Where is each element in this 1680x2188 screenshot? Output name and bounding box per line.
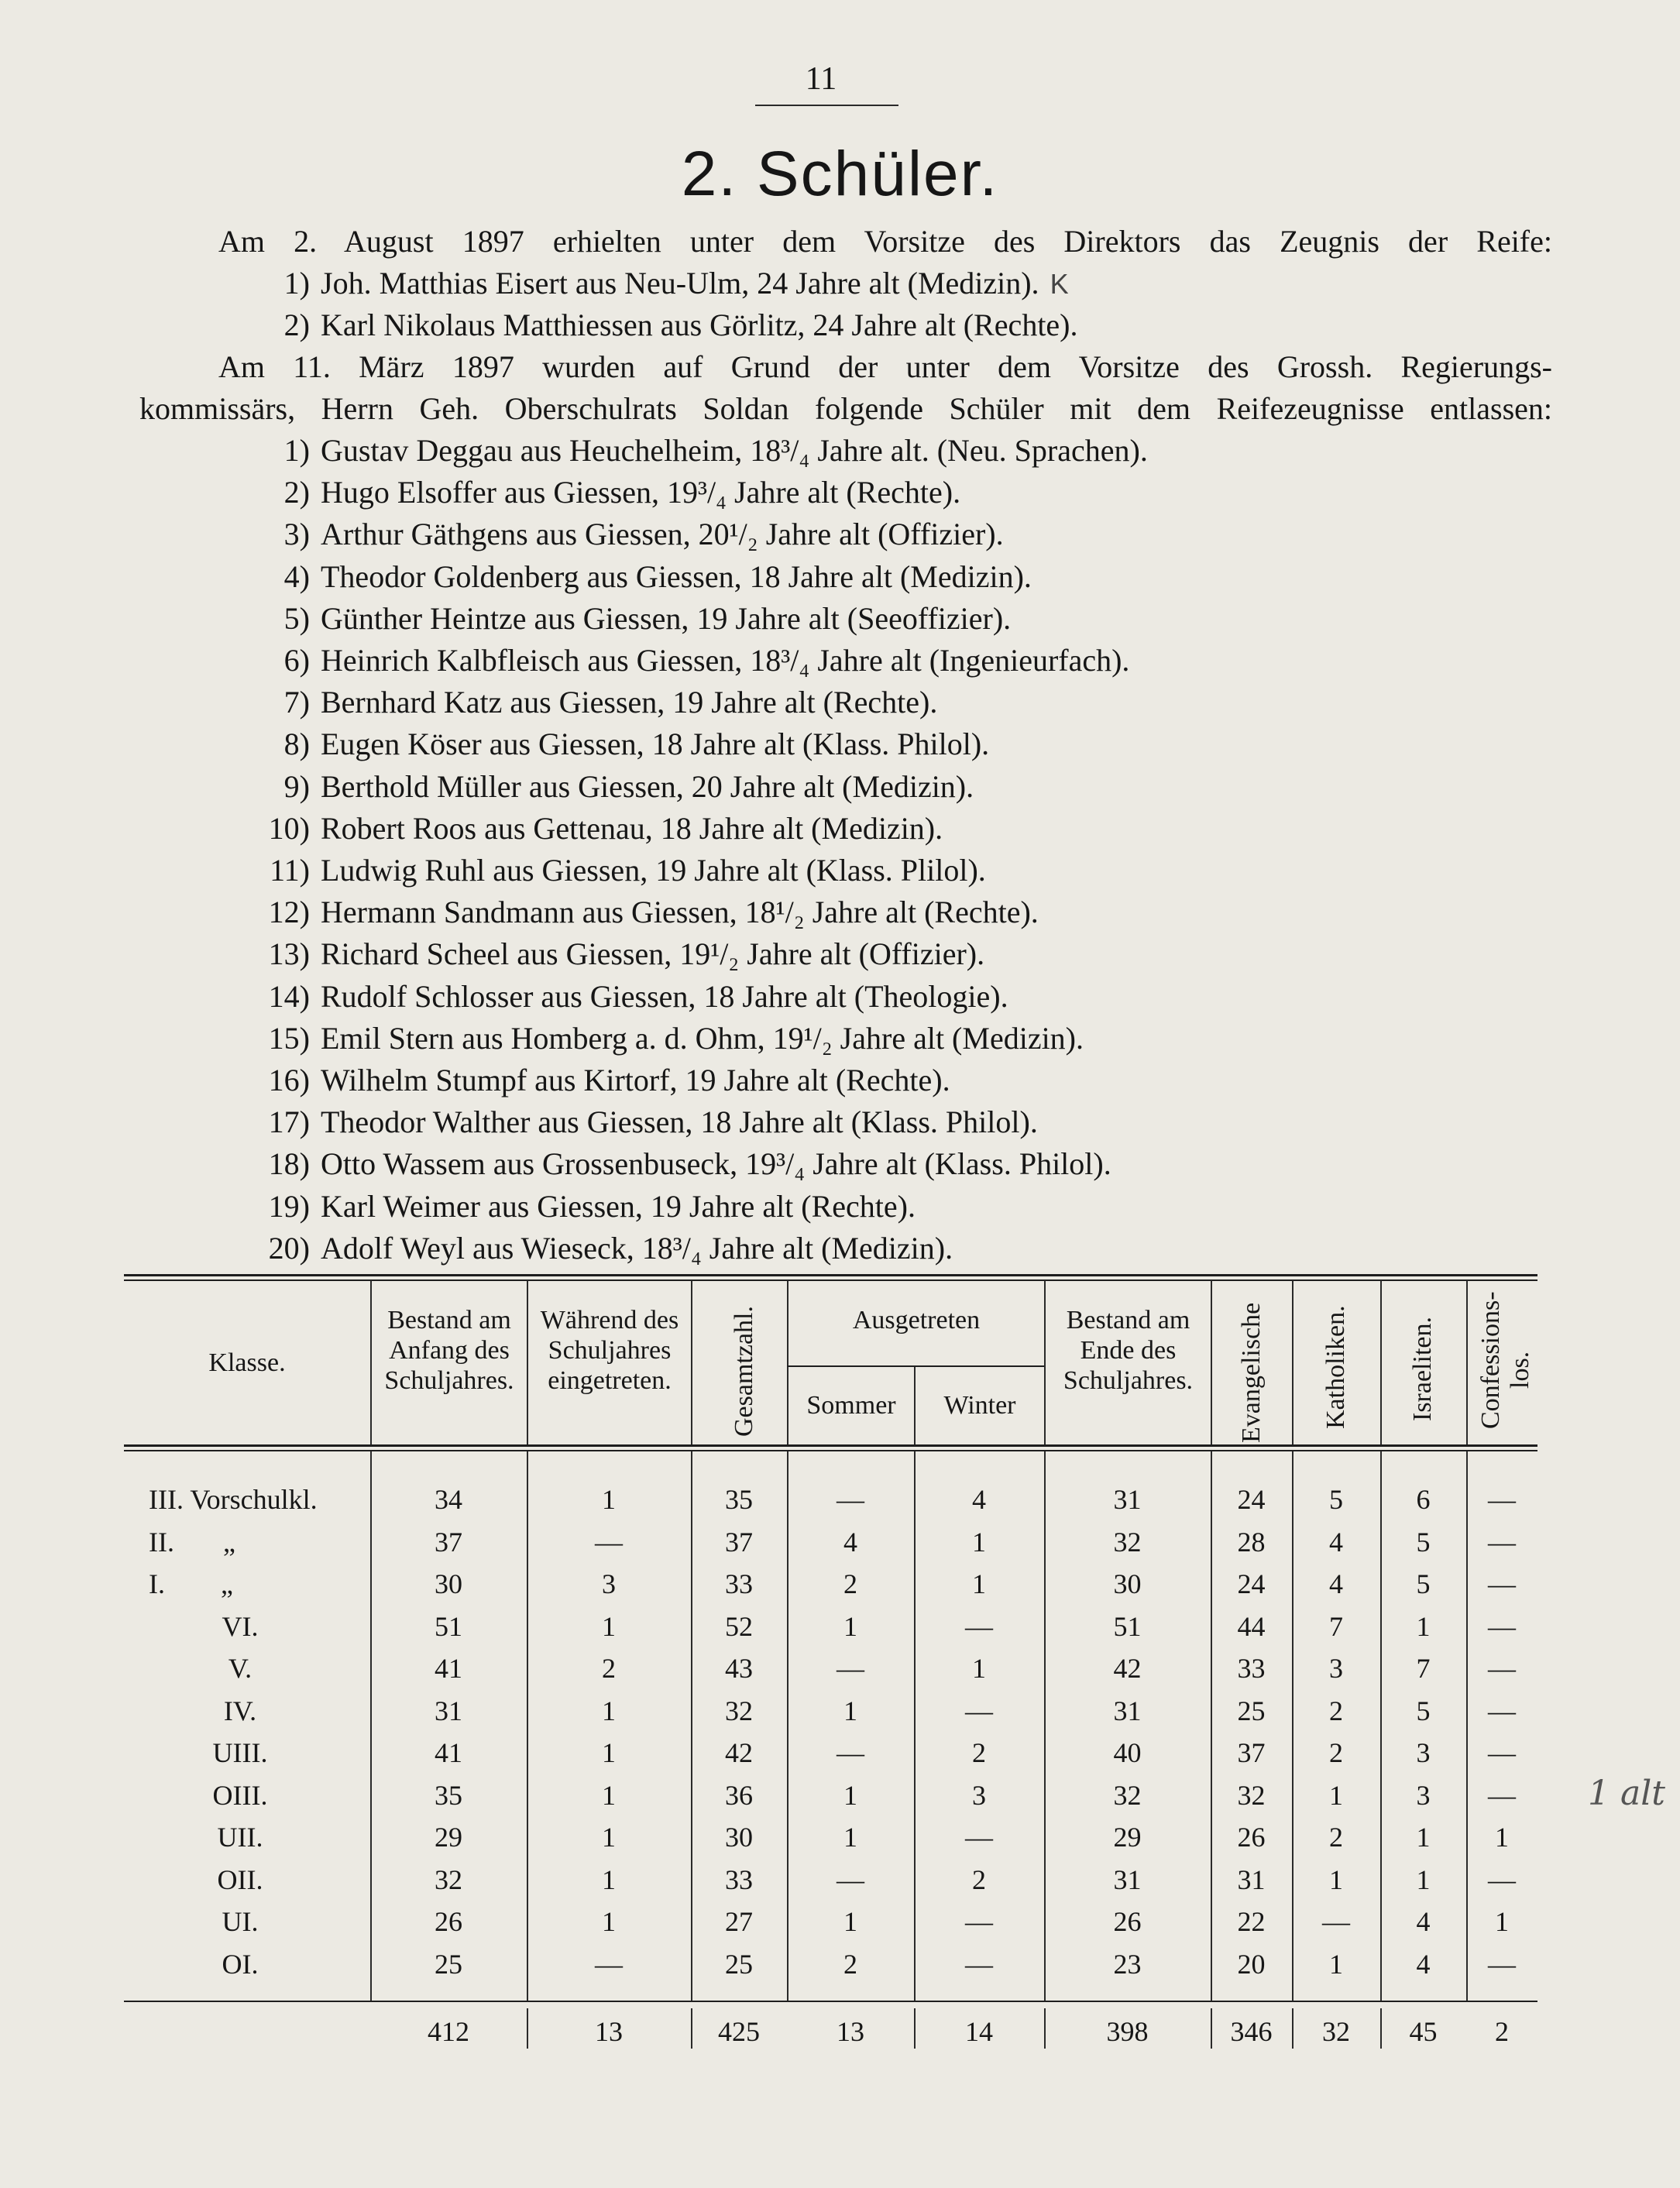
graduate-number: 20)	[268, 1231, 310, 1266]
cell-klasse: II. „	[149, 1527, 235, 1558]
cell-anfang: 41	[435, 1737, 462, 1768]
table-header-rule	[124, 1444, 1537, 1447]
graduate-text: Berthold Müller aus Giessen, 20 Jahre alt (Medizin).	[321, 769, 974, 804]
graduate-number: 1)	[283, 433, 310, 468]
cell-israeliten: 4	[1416, 1906, 1431, 1937]
cell-winter: —	[965, 1949, 993, 1980]
graduate-line	[240, 1146, 1111, 1183]
cell-eingetreten: 1	[602, 1695, 616, 1726]
cell-gesamt: 32	[725, 1695, 753, 1726]
cell-klasse: IV.	[223, 1695, 257, 1726]
cell-gesamt: 25	[725, 1949, 753, 1980]
cell-katholiken: 3	[1329, 1653, 1343, 1684]
table-top-rule	[124, 1274, 1537, 1276]
graduate-text: Arthur Gäthgens aus Giessen, 20¹/₂ Jahre alt (Offizier).	[321, 517, 1004, 551]
graduate-number: 14)	[268, 979, 310, 1014]
cell-winter: 1	[972, 1568, 986, 1599]
graduate-number: 2)	[283, 307, 310, 342]
graduate-number: 2)	[283, 475, 310, 510]
graduate-line	[240, 978, 1008, 1015]
table-row	[124, 1774, 1537, 1817]
cell-evangelische: 28	[1237, 1527, 1266, 1558]
table-top-rule-double	[124, 1279, 1537, 1281]
cell-sommer: 1	[843, 1695, 857, 1726]
cell-sommer: 1	[843, 1780, 857, 1811]
cell-anfang: 37	[435, 1527, 462, 1558]
cell-evangelische: 33	[1237, 1653, 1266, 1684]
cell-eingetreten: 3	[602, 1568, 616, 1599]
cell-ende: 23	[1113, 1949, 1142, 1980]
graduate-text: Joh. Matthias Eisert aus Neu-Ulm, 24 Jahre alt (Medizin).	[321, 266, 1039, 301]
header-sommer: Sommer	[806, 1391, 896, 1420]
total-ende: 398	[1106, 2016, 1149, 2047]
graduate-text: Karl Nikolaus Matthiessen aus Görlitz, 24 Jahre alt (Rechte).	[321, 307, 1078, 342]
cell-confessionslos: —	[1488, 1949, 1516, 1980]
cell-klasse: UII.	[217, 1822, 263, 1853]
cell-winter: —	[965, 1906, 993, 1937]
cell-katholiken: 1	[1329, 1864, 1343, 1895]
graduate-number: 5)	[283, 601, 310, 636]
graduate-line	[240, 600, 1011, 637]
total-katholiken: 32	[1322, 2016, 1350, 2047]
table-row	[124, 1942, 1537, 1986]
graduate-text: Hermann Sandmann aus Giessen, 18¹/₂ Jahre alt (Rechte).	[321, 895, 1039, 929]
cell-confessionslos: —	[1488, 1568, 1516, 1599]
cell-gesamt: 42	[725, 1737, 753, 1768]
graduate-number: 18)	[268, 1146, 310, 1181]
cell-katholiken: —	[1322, 1906, 1350, 1937]
header-bestand-anfang: Bestand am Anfang des Schuljahres.	[384, 1306, 514, 1395]
cell-winter: 2	[972, 1864, 986, 1895]
header-confessionslos: Confessions- los.	[1476, 1291, 1534, 1429]
graduate-number: 1)	[283, 266, 310, 301]
graduate-line	[240, 1104, 1038, 1141]
graduate-text: Otto Wassem aus Grossenbuseck, 19³/₄ Jahre alt (Klass. Philol).	[321, 1146, 1111, 1181]
graduate-text: Adolf Weyl aus Wieseck, 18³/₄ Jahre alt (Medizin).	[321, 1231, 953, 1266]
cell-israeliten: 7	[1416, 1653, 1431, 1684]
table-row	[124, 1858, 1537, 1901]
cell-eingetreten: 1	[602, 1611, 616, 1642]
cell-gesamt: 27	[725, 1906, 753, 1937]
cell-winter: 1	[972, 1527, 986, 1558]
header-evangelische: Evangelische	[1237, 1302, 1266, 1443]
cell-evangelische: 31	[1237, 1864, 1266, 1895]
section-title: 2. Schüler.	[681, 139, 999, 209]
header-bestand-ende: Bestand am Ende des Schuljahres.	[1063, 1306, 1194, 1395]
cell-eingetreten: 1	[602, 1864, 616, 1895]
total-anfang: 412	[428, 2016, 469, 2047]
cell-klasse: OI.	[222, 1949, 259, 1980]
graduate-line	[240, 894, 1039, 931]
cell-confessionslos: —	[1488, 1864, 1516, 1895]
graduate-line	[240, 307, 1078, 344]
cell-anfang: 32	[435, 1864, 462, 1895]
cell-gesamt: 33	[725, 1568, 753, 1599]
student-statistics-table	[124, 1274, 1537, 2047]
header-ausgetreten: Ausgetreten	[852, 1306, 981, 1334]
header-gesamtzahl: Gesamtzahl.	[730, 1306, 758, 1437]
graduate-number: 3)	[283, 517, 310, 551]
graduate-text: Gustav Deggau aus Heuchelheim, 18³/₄ Jahre alt. (Neu. Sprachen).	[321, 433, 1148, 468]
graduate-line	[240, 558, 1032, 596]
cell-sommer: 1	[843, 1906, 857, 1937]
graduate-text: Emil Stern aus Homberg a. d. Ohm, 19¹/₂ Jahre alt (Medizin).	[321, 1021, 1084, 1056]
cell-evangelische: 22	[1237, 1906, 1266, 1937]
cell-ende: 32	[1113, 1527, 1142, 1558]
cell-confessionslos: 1	[1495, 1822, 1509, 1853]
cell-sommer: 1	[843, 1822, 857, 1853]
cell-sommer: —	[837, 1484, 864, 1515]
cell-gesamt: 52	[725, 1611, 753, 1642]
cell-winter: —	[965, 1611, 993, 1642]
cell-sommer: 2	[843, 1568, 857, 1599]
cell-klasse: OII.	[217, 1864, 263, 1895]
cell-ende: 31	[1113, 1864, 1142, 1895]
header-klasse: Klasse.	[208, 1348, 286, 1377]
graduate-line	[240, 684, 937, 721]
cell-ende: 31	[1113, 1484, 1142, 1515]
graduate-text: Richard Scheel aus Giessen, 19¹/₂ Jahre alt (Offizier).	[321, 936, 985, 971]
cell-gesamt: 33	[725, 1864, 753, 1895]
cell-klasse: VI.	[222, 1611, 259, 1642]
cell-klasse: OIII.	[212, 1780, 268, 1811]
cell-confessionslos: 1	[1495, 1906, 1509, 1937]
header-winter: Winter	[943, 1391, 1016, 1420]
graduate-number: 7)	[283, 685, 310, 720]
graduate-line	[240, 852, 986, 889]
graduate-number: 19)	[268, 1189, 310, 1224]
graduate-text: Hugo Elsoffer aus Giessen, 19³/₄ Jahre alt (Rechte).	[321, 475, 961, 510]
graduate-text: Wilhelm Stumpf aus Kirtorf, 19 Jahre alt (Rechte).	[321, 1063, 950, 1097]
graduate-line	[240, 642, 1129, 679]
cell-eingetreten: 1	[602, 1780, 616, 1811]
total-eingetreten: 13	[595, 2016, 623, 2047]
cell-anfang: 35	[435, 1780, 462, 1811]
header-waehrend-eingetreten: Während des Schuljahres eingetreten.	[540, 1306, 679, 1395]
table-row	[124, 1562, 1537, 1606]
cell-anfang: 34	[435, 1484, 462, 1515]
graduate-line	[240, 1188, 916, 1225]
cell-ende: 42	[1113, 1653, 1142, 1684]
paragraph2-intro-line2: kommissärs, Herrn Geh. Oberschulrats Soldan folgende Schüler mit dem Reifezeugnisse entlassen:	[139, 391, 1552, 426]
cell-anfang: 31	[435, 1695, 462, 1726]
graduate-number: 4)	[283, 559, 310, 594]
cell-klasse: V.	[228, 1653, 253, 1684]
cell-israeliten: 1	[1416, 1864, 1431, 1895]
cell-evangelische: 44	[1237, 1611, 1266, 1642]
table-total-row	[124, 2010, 1537, 2053]
cell-eingetreten: —	[595, 1527, 623, 1558]
cell-katholiken: 4	[1329, 1527, 1343, 1558]
graduate-line	[240, 1062, 950, 1099]
cell-israeliten: 5	[1416, 1527, 1431, 1558]
cell-ende: 31	[1113, 1695, 1142, 1726]
table-total-rule	[124, 2001, 1537, 2002]
graduate-text: Heinrich Kalbfleisch aus Giessen, 18³/₄ Jahre alt (Ingenieurfach).	[321, 643, 1130, 678]
table-header-rule-double	[124, 1450, 1537, 1451]
graduate-line	[240, 936, 984, 973]
cell-winter: —	[965, 1822, 993, 1853]
cell-sommer: —	[837, 1737, 864, 1768]
cell-klasse: UIII.	[212, 1737, 268, 1768]
total-gesamt: 425	[718, 2016, 760, 2047]
cell-eingetreten: —	[595, 1949, 623, 1980]
cell-confessionslos: —	[1488, 1653, 1516, 1684]
cell-gesamt: 36	[725, 1780, 753, 1811]
cell-sommer: 4	[843, 1527, 857, 1558]
cell-eingetreten: 1	[602, 1822, 616, 1853]
cell-gesamt: 37	[725, 1527, 753, 1558]
cell-confessionslos: —	[1488, 1527, 1516, 1558]
graduate-number: 12)	[268, 895, 310, 929]
cell-klasse: I. „	[149, 1568, 233, 1599]
graduate-text: Karl Weimer aus Giessen, 19 Jahre alt (Rechte).	[321, 1189, 916, 1224]
graduate-line	[240, 265, 1069, 303]
page-number: 11	[805, 61, 837, 97]
graduate-line	[240, 810, 943, 847]
cell-israeliten: 1	[1416, 1822, 1431, 1853]
graduate-text: Theodor Walther aus Giessen, 18 Jahre alt (Klass. Philol).	[321, 1104, 1038, 1139]
cell-katholiken: 7	[1329, 1611, 1343, 1642]
handwritten-mark: K	[1050, 268, 1069, 300]
graduate-number: 9)	[283, 769, 310, 804]
table-row	[124, 1900, 1537, 1943]
cell-winter: 3	[972, 1780, 986, 1811]
handwritten-margin-note: 1 alt	[1588, 1774, 1665, 1813]
page-number-rule	[755, 105, 898, 106]
total-israeliten: 45	[1409, 2016, 1438, 2047]
cell-gesamt: 43	[725, 1653, 753, 1684]
total-winter: 14	[965, 2016, 993, 2047]
graduate-number: 17)	[268, 1104, 310, 1139]
cell-sommer: 1	[843, 1611, 857, 1642]
cell-confessionslos: —	[1488, 1611, 1516, 1642]
graduate-text: Theodor Goldenberg aus Giessen, 18 Jahre alt (Medizin).	[321, 559, 1032, 594]
table-row	[124, 1731, 1537, 1774]
cell-klasse: III. Vorschulkl.	[149, 1484, 318, 1515]
cell-winter: 2	[972, 1737, 986, 1768]
graduate-number: 13)	[268, 936, 310, 971]
cell-confessionslos: —	[1488, 1484, 1516, 1515]
graduate-line	[240, 1020, 1084, 1057]
graduate-line	[240, 474, 960, 511]
cell-katholiken: 1	[1329, 1949, 1343, 1980]
cell-israeliten: 6	[1416, 1484, 1431, 1515]
cell-confessionslos: —	[1488, 1780, 1516, 1811]
total-confessionslos: 2	[1495, 2016, 1509, 2047]
cell-gesamt: 30	[725, 1822, 753, 1853]
cell-katholiken: 2	[1329, 1737, 1343, 1768]
cell-israeliten: 1	[1416, 1611, 1431, 1642]
header-israeliten: Israeliten.	[1408, 1317, 1437, 1421]
cell-ende: 40	[1113, 1737, 1142, 1768]
graduate-text: Eugen Köser aus Giessen, 18 Jahre alt (Klass. Philol).	[321, 726, 990, 761]
cell-anfang: 25	[435, 1949, 462, 1980]
graduate-number: 15)	[268, 1021, 310, 1056]
graduate-line	[240, 726, 989, 763]
cell-katholiken: 2	[1329, 1822, 1343, 1853]
paragraph1-intro: Am 2. August 1897 erhielten unter dem Vorsitze des Direktors das Zeugnis der Reife:	[218, 224, 1552, 259]
cell-anfang: 26	[435, 1906, 462, 1937]
cell-evangelische: 24	[1237, 1568, 1266, 1599]
graduate-text: Günther Heintze aus Giessen, 19 Jahre alt (Seeoffizier).	[321, 601, 1012, 636]
graduate-number: 10)	[268, 811, 310, 846]
table-row	[124, 1478, 1537, 1521]
cell-ende: 26	[1113, 1906, 1142, 1937]
cell-israeliten: 4	[1416, 1949, 1431, 1980]
cell-israeliten: 3	[1416, 1737, 1431, 1768]
graduate-line	[240, 432, 1148, 469]
cell-katholiken: 1	[1329, 1780, 1343, 1811]
cell-katholiken: 5	[1329, 1484, 1343, 1515]
cell-katholiken: 2	[1329, 1695, 1343, 1726]
graduate-text: Robert Roos aus Gettenau, 18 Jahre alt (Medizin).	[321, 811, 943, 846]
paragraph2-intro-line1: Am 11. März 1897 wurden auf Grund der unter dem Vorsitze des Grossh. Regierungs-	[218, 349, 1552, 384]
cell-israeliten: 5	[1416, 1568, 1431, 1599]
cell-eingetreten: 1	[602, 1737, 616, 1768]
table-row	[124, 1815, 1537, 1859]
cell-winter: 4	[972, 1484, 986, 1515]
graduate-number: 8)	[283, 726, 310, 761]
cell-confessionslos: —	[1488, 1737, 1516, 1768]
cell-gesamt: 35	[725, 1484, 753, 1515]
graduate-text: Bernhard Katz aus Giessen, 19 Jahre alt (Rechte).	[321, 685, 938, 720]
graduate-number: 11)	[270, 853, 310, 888]
graduate-number: 6)	[283, 643, 310, 678]
cell-confessionslos: —	[1488, 1695, 1516, 1726]
graduate-line	[240, 1230, 953, 1267]
cell-evangelische: 26	[1237, 1822, 1266, 1853]
cell-anfang: 41	[435, 1653, 462, 1684]
cell-eingetreten: 2	[602, 1653, 616, 1684]
cell-evangelische: 20	[1237, 1949, 1266, 1980]
graduate-number: 16)	[268, 1063, 310, 1097]
cell-winter: 1	[972, 1653, 986, 1684]
cell-israeliten: 5	[1416, 1695, 1431, 1726]
cell-evangelische: 32	[1237, 1780, 1266, 1811]
table-row	[124, 1689, 1537, 1733]
graduate-line	[240, 768, 974, 805]
cell-katholiken: 4	[1329, 1568, 1343, 1599]
cell-eingetreten: 1	[602, 1484, 616, 1515]
cell-israeliten: 3	[1416, 1780, 1431, 1811]
cell-anfang: 51	[435, 1611, 462, 1642]
table-row	[124, 1520, 1537, 1564]
table-row	[124, 1647, 1537, 1690]
cell-winter: —	[965, 1695, 993, 1726]
cell-evangelische: 37	[1237, 1737, 1266, 1768]
cell-anfang: 30	[435, 1568, 462, 1599]
table-row	[124, 1605, 1537, 1648]
cell-sommer: 2	[843, 1949, 857, 1980]
cell-ende: 29	[1113, 1822, 1142, 1853]
cell-evangelische: 24	[1237, 1484, 1266, 1515]
graduate-text: Ludwig Ruhl aus Giessen, 19 Jahre alt (Klass. Plilol).	[321, 853, 986, 888]
cell-sommer: —	[837, 1653, 864, 1684]
graduate-text: Rudolf Schlosser aus Giessen, 18 Jahre alt (Theologie).	[321, 979, 1008, 1014]
header-katholiken: Katholiken.	[1321, 1305, 1350, 1429]
cell-ende: 51	[1113, 1611, 1142, 1642]
cell-eingetreten: 1	[602, 1906, 616, 1937]
cell-klasse: UI.	[222, 1906, 259, 1937]
total-sommer: 13	[837, 2016, 864, 2047]
graduate-line	[240, 516, 1004, 553]
cell-ende: 30	[1113, 1568, 1142, 1599]
cell-ende: 32	[1113, 1780, 1142, 1811]
cell-evangelische: 25	[1237, 1695, 1266, 1726]
cell-sommer: —	[837, 1864, 864, 1895]
total-evangelische: 346	[1230, 2016, 1273, 2047]
cell-anfang: 29	[435, 1822, 462, 1853]
